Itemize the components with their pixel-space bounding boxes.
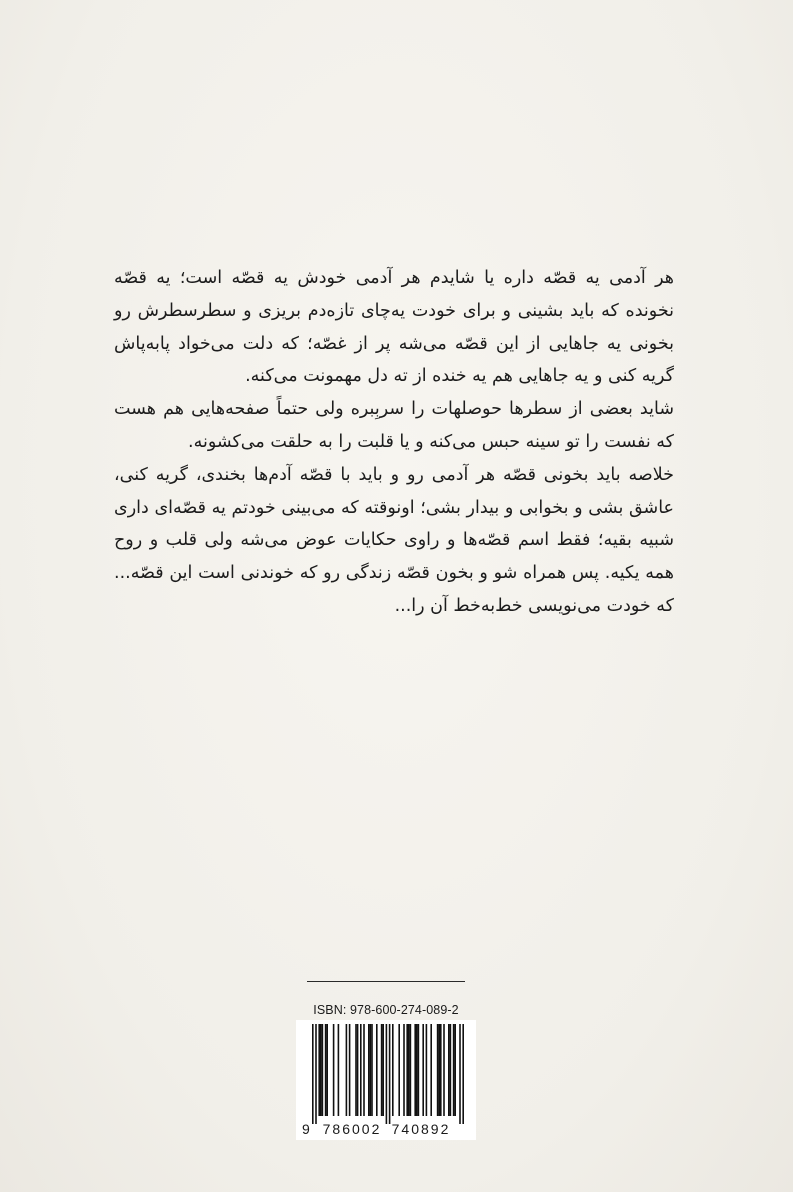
barcode-bar [320, 1024, 322, 1116]
barcode-bar [312, 1024, 314, 1124]
barcode-bar [440, 1024, 442, 1116]
barcode-bar [371, 1024, 373, 1116]
barcode-bar [338, 1024, 340, 1116]
barcode-bar [368, 1024, 370, 1116]
barcode-bar [462, 1024, 464, 1124]
barcode-bar [381, 1024, 383, 1116]
divider-line [307, 981, 465, 982]
barcode-bar [376, 1024, 378, 1116]
barcode-bar [426, 1024, 428, 1116]
barcode-bar [398, 1024, 400, 1116]
barcode-bar [437, 1024, 439, 1116]
isbn-label: ISBN: 978-600-274-089-2 [313, 1003, 459, 1017]
blurb-paragraph-1: هر آدمی یه قصّه داره یا شایدم هر آدمی خودش یه قصّه است؛ یه قصّه نخونده که باید بشینی و برای خودت یه‌چای تازه‌دم بریزی و سطرسطرش رو بخونی یه جاهایی از این قصّه می‌شه پر از غصّه؛ که دلت می‌خواد پابه‌پاش گریه کنی و یه جاهایی هم یه خنده از ته دل مهمونت می‌کنه. [114, 268, 674, 387]
blurb-paragraph-2: شاید بعضی از سطرها حوصلهات را سربِبره ولی حتماً صفحه‌هایی هم هست که نفست را تو سینه حبس می‌کنه و یا قلبت را به حلقت می‌کشونه. [114, 399, 674, 452]
barcode-bar [322, 1024, 324, 1116]
barcode-bar [386, 1024, 388, 1124]
barcode-bar [315, 1024, 317, 1124]
barcode-bar [403, 1024, 405, 1116]
barcode-bar [416, 1024, 418, 1116]
barcode-bar [443, 1024, 445, 1116]
barcode-bar [448, 1024, 450, 1116]
barcode-bar [355, 1024, 357, 1116]
barcode-bar [450, 1024, 452, 1116]
barcode-bar [422, 1024, 424, 1116]
barcode-bar [438, 1024, 440, 1116]
barcode-bar [414, 1024, 416, 1116]
barcode-bar [382, 1024, 384, 1116]
barcode-bar [333, 1024, 335, 1116]
blurb-paragraph-3: خلاصه باید بخونی قصّه هر آدمی رو و باید با قصّه آدم‌ها بخندی، گریه کنی، عاشق بشی و بخوابی و بیدار بشی؛ اونوقته که می‌بینی خودتم یه قصّه‌ای داری شبیه بقیه؛ فقط اسم قصّه‌ها و راوی حکایات عوض می‌شه ولی قلب و روح همه یکیه. پس همراه شو و بخون قصّه زندگی رو که خوندنی است این قصّه... که خودت می‌نویسی خط‌به‌خط آن را... [114, 464, 674, 616]
barcode-digits-right: 740892 [391, 1121, 451, 1137]
barcode-digits-left: 786002 [322, 1121, 382, 1137]
barcode-bar [349, 1024, 351, 1116]
barcode-bar [346, 1024, 348, 1116]
barcode-bar [418, 1024, 420, 1116]
barcode-bar [318, 1024, 320, 1116]
barcode-bar [408, 1024, 410, 1116]
barcode-bar [370, 1024, 372, 1116]
barcode-bar [410, 1024, 412, 1116]
barcode-bar [326, 1024, 328, 1116]
barcode-bar [406, 1024, 408, 1116]
barcode-bar [392, 1024, 394, 1116]
barcode-bar [363, 1024, 365, 1116]
barcode-bar [453, 1024, 455, 1116]
isbn-barcode [296, 1020, 476, 1140]
barcode-bar [325, 1024, 327, 1116]
barcode-bar [360, 1024, 362, 1116]
barcode-bar [459, 1024, 461, 1124]
barcode-digit-lead: 9 [302, 1121, 310, 1137]
back-cover-blurb [114, 262, 674, 623]
barcode-bar [454, 1024, 456, 1116]
barcode-bar [389, 1024, 391, 1124]
barcode-bar [430, 1024, 432, 1116]
barcode-bar [357, 1024, 359, 1116]
